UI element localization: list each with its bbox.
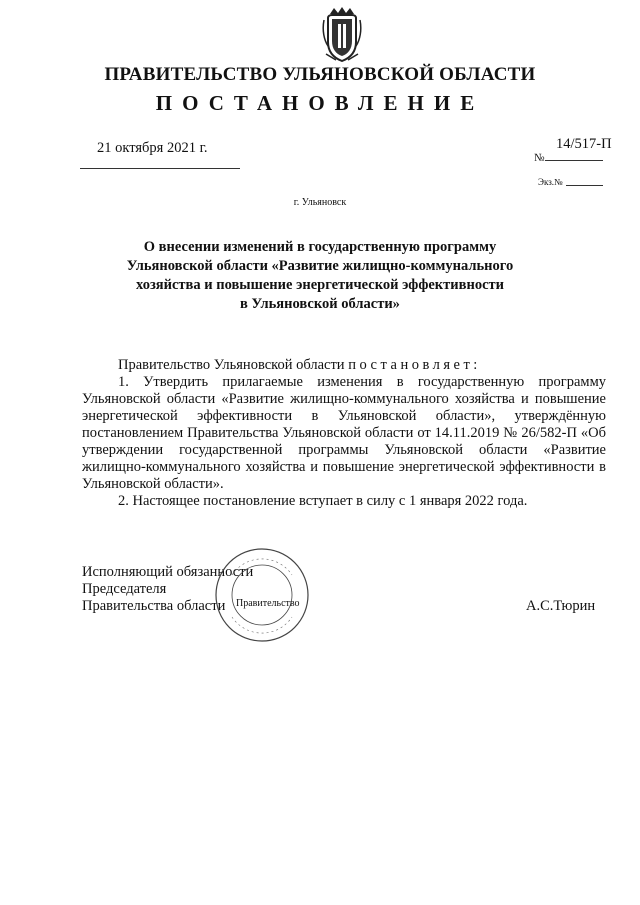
signatory-line: Исполняющий обязанности — [82, 564, 254, 580]
decree-intro-text: Правительство Ульяновской области — [118, 357, 345, 373]
paragraph-2: 2. Настоящее постановление вступает в силу с 1 января 2022 года. — [118, 493, 528, 509]
government-title: ПРАВИТЕЛЬСТВО УЛЬЯНОВСКОЙ ОБЛАСТИ — [104, 64, 536, 85]
signatory-line: Председателя — [82, 581, 167, 597]
signatory-name: А.С.Тюрин — [526, 598, 596, 614]
document-body — [82, 357, 606, 510]
city-name: г. Ульяновск — [293, 197, 347, 208]
stamp-text: Правительство — [236, 598, 300, 609]
copy-number-label: Экз.№ — [538, 177, 563, 187]
subject-line: в Ульяновской области» — [240, 296, 400, 312]
number-underline — [545, 160, 603, 161]
document-number: 14/517-П — [556, 136, 612, 152]
coat-of-arms-icon — [322, 6, 362, 62]
number-label: № — [534, 152, 545, 164]
official-stamp-icon — [212, 545, 312, 645]
copy-number-underline — [566, 185, 603, 186]
signatory-line: Правительства области — [82, 598, 226, 614]
date-underline — [80, 168, 240, 169]
document-type-heading: ПОСТАНОВЛЕНИЕ — [155, 91, 485, 115]
decree-verb: постановляет: — [348, 357, 481, 373]
subject-line: хозяйства и повышение энергетической эффективности — [136, 277, 504, 293]
decree-intro — [82, 357, 606, 374]
document-date: 21 октября 2021 г. — [97, 140, 208, 156]
document-subject — [110, 238, 530, 314]
subject-line: О внесении изменений в государственную программу — [143, 239, 497, 255]
subject-line: Ульяновской области «Развитие жилищно-коммунального — [126, 258, 514, 274]
paragraph-1: 1. Утвердить прилагаемые изменения в государственную программу Ульяновской области «Развитие жилищно-коммунального хозяйства и повышение энергетической эффективности в Ульяновской области», утверждённую постановлением Правительства Ульяновской области от 14.11.2019 № 26/582-П «Об утверждении государственной программы Ульяновской области «Развитие жилищно-коммунального хозяйства и повышение энергетической эффективности в Ульяновской области». — [82, 374, 606, 492]
